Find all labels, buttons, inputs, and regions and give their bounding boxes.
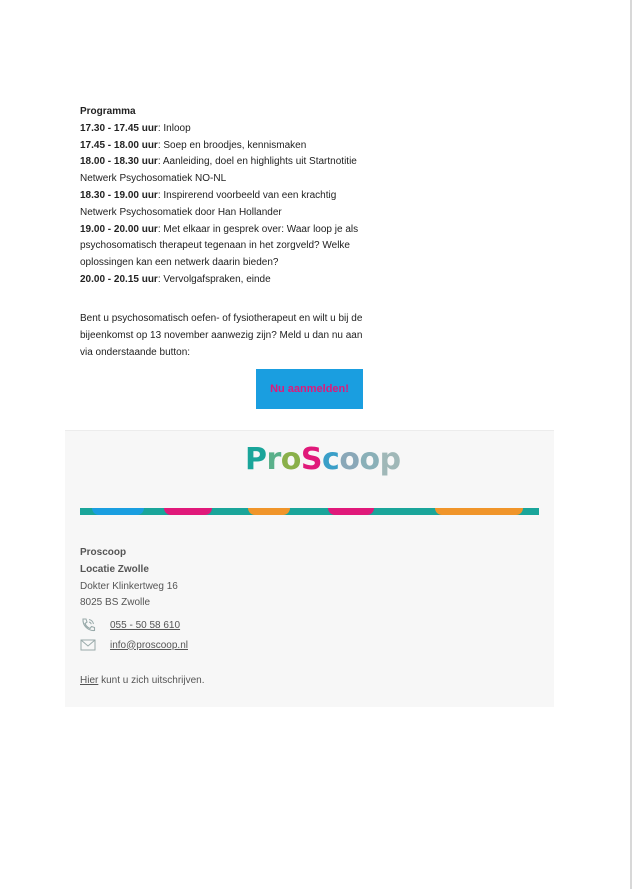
color-stripe [80,508,539,515]
phone-icon [80,617,96,633]
footer [65,430,554,707]
programma-item [80,188,370,222]
programma-item [80,121,370,138]
programma-heading: Programma [80,106,136,117]
phone-link[interactable]: 055 - 50 58 610 [110,619,181,631]
programma-item [80,138,370,155]
logo-letter: p [379,442,401,477]
city-address: 8025 BS Zwolle [80,597,151,609]
street-address: Dokter Klinkertweg 16 [80,580,178,592]
stripe-orange [435,508,523,515]
unsubscribe-label: kunt u zich uitschrijven. [98,675,205,686]
stripe-orange [248,508,290,515]
programma-time: 18.00 - 18.30 uur [80,156,158,168]
programma-time: 17.45 - 18.00 uur [80,139,158,151]
location-name: Locatie Zwolle [80,563,149,575]
programma-time: 19.00 - 20.00 uur [80,223,158,235]
unsubscribe-link[interactable]: Hier [80,675,99,686]
logo-letter: c [322,442,340,477]
programma-text: : Aanleiding, doel en highlights uit Startnotitie Netwerk Psychosomatiek NO-NL [80,156,357,185]
email-row [80,637,188,653]
stripe-pink [164,508,212,515]
programma-item [80,154,370,188]
programma-text: : Soep en broodjes, kennismaken [157,139,307,151]
unsubscribe-text [80,675,205,686]
logo-letter: o [359,442,380,477]
programma-time: 17.30 - 17.45 uur [80,122,158,134]
logo-letter: o [280,442,301,477]
programma-item [80,272,370,289]
programma-text: : Inspirerend voorbeeld van een krachtig Netwerk Psychosomatiek door Han Hollander [80,189,337,218]
programma-text: : Inloop [157,122,191,134]
programma-section [80,104,370,289]
programma-item [80,222,370,272]
logo-letter: r [266,442,281,477]
address-block [80,545,178,612]
mail-icon [80,637,96,653]
proscoop-logo[interactable] [245,442,401,477]
programma-text: : Vervolgafspraken, einde [157,273,271,285]
email-link[interactable]: info@proscoop.nl [110,639,188,651]
logo-letter: P [245,442,267,477]
programma-time: 18.30 - 19.00 uur [80,189,158,201]
stripe-blue [92,508,144,515]
register-button[interactable]: Nu aanmelden! [256,369,363,409]
logo-letter: o [339,442,360,477]
programma-text: : Met elkaar in gesprek over: Waar loop je als psychosomatisch therapeut tegenaan in het zorgveld? Welke oplossingen kan een netwerk daarin bieden? [80,223,359,269]
intro-text: Bent u psychosomatisch oefen- of fysiotherapeut en wilt u bij de bijeenkomst op 13 november aanwezig zijn? Meld u dan nu aan via onderstaande button: [80,313,363,358]
logo-letter: S [300,442,323,477]
stripe-pink [328,508,374,515]
org-name: Proscoop [80,547,127,558]
programma-time: 20.00 - 20.15 uur [80,273,158,285]
phone-row [80,617,180,633]
